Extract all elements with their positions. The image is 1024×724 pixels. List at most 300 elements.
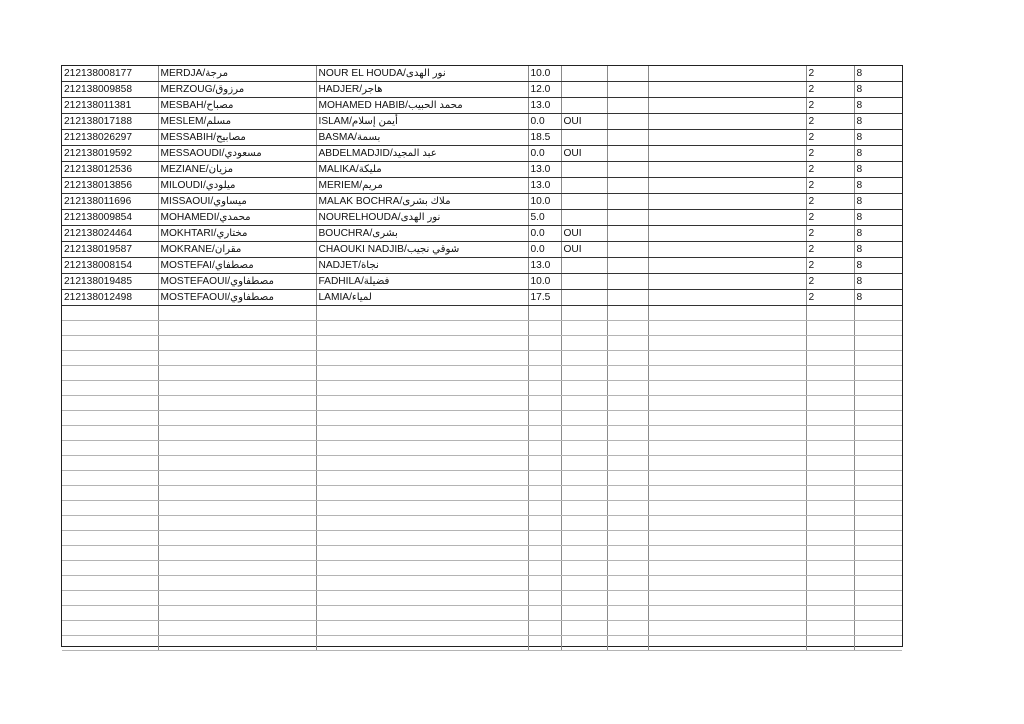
given-name-cell <box>316 621 528 636</box>
surname-cell: MESSAOUDI/مسعودي <box>158 146 316 162</box>
level-cell <box>854 351 902 366</box>
group-cell <box>806 456 854 471</box>
given-name-cell <box>316 426 528 441</box>
empty-cell-a <box>607 576 648 591</box>
student-id-cell <box>62 531 158 546</box>
grade-cell: 10.0 <box>528 66 561 82</box>
grades-table-body <box>62 66 902 651</box>
group-cell: 2 <box>806 82 854 98</box>
empty-cell-b <box>648 82 806 98</box>
group-cell: 2 <box>806 290 854 306</box>
empty-cell-a <box>607 351 648 366</box>
student-id-cell <box>62 426 158 441</box>
empty-cell-a <box>607 381 648 396</box>
grade-cell: 10.0 <box>528 274 561 290</box>
empty-cell-b <box>648 114 806 130</box>
empty-cell-b <box>648 591 806 606</box>
surname-cell <box>158 411 316 426</box>
empty-table-row <box>62 576 902 591</box>
absent-flag-cell <box>561 411 607 426</box>
surname-cell: MOKHTARI/مختاري <box>158 226 316 242</box>
given-name-cell <box>316 591 528 606</box>
surname-cell: MERZOUG/مرزوق <box>158 82 316 98</box>
grade-cell <box>528 621 561 636</box>
student-id-cell: 212138011696 <box>62 194 158 210</box>
table-row <box>62 258 902 274</box>
student-id-cell <box>62 456 158 471</box>
empty-table-row <box>62 426 902 441</box>
surname-cell: MILOUDI/ميلودي <box>158 178 316 194</box>
level-cell <box>854 306 902 321</box>
grade-cell <box>528 426 561 441</box>
empty-cell-a <box>607 591 648 606</box>
empty-cell-b <box>648 366 806 381</box>
group-cell <box>806 561 854 576</box>
empty-table-row <box>62 531 902 546</box>
table-row <box>62 146 902 162</box>
empty-cell-a <box>607 66 648 82</box>
level-cell <box>854 621 902 636</box>
level-cell: 8 <box>854 82 902 98</box>
level-cell: 8 <box>854 274 902 290</box>
level-cell: 8 <box>854 146 902 162</box>
empty-cell-b <box>648 456 806 471</box>
empty-cell-a <box>607 546 648 561</box>
given-name-cell <box>316 471 528 486</box>
absent-flag-cell <box>561 210 607 226</box>
surname-cell <box>158 561 316 576</box>
surname-cell <box>158 441 316 456</box>
grade-cell <box>528 546 561 561</box>
empty-table-row <box>62 441 902 456</box>
empty-cell-a <box>607 210 648 226</box>
given-name-cell <box>316 531 528 546</box>
empty-cell-b <box>648 576 806 591</box>
empty-cell-b <box>648 606 806 621</box>
empty-cell-a <box>607 306 648 321</box>
level-cell: 8 <box>854 114 902 130</box>
student-grade-sheet <box>61 65 903 647</box>
grade-cell <box>528 531 561 546</box>
absent-flag-cell <box>561 426 607 441</box>
absent-flag-cell <box>561 290 607 306</box>
given-name-cell <box>316 606 528 621</box>
empty-cell-a <box>607 114 648 130</box>
group-cell <box>806 621 854 636</box>
level-cell <box>854 396 902 411</box>
surname-cell: MESSABIH/مصابيح <box>158 130 316 146</box>
student-id-cell <box>62 636 158 651</box>
surname-cell <box>158 396 316 411</box>
group-cell <box>806 546 854 561</box>
table-row <box>62 226 902 242</box>
surname-cell: MESLEM/مسلم <box>158 114 316 130</box>
group-cell <box>806 336 854 351</box>
empty-cell-b <box>648 441 806 456</box>
given-name-cell <box>316 366 528 381</box>
given-name-cell <box>316 561 528 576</box>
student-id-cell <box>62 621 158 636</box>
student-id-cell <box>62 471 158 486</box>
student-id-cell: 212138008177 <box>62 66 158 82</box>
surname-cell: MISSAOUI/ميساوي <box>158 194 316 210</box>
absent-flag-cell: OUI <box>561 114 607 130</box>
grade-cell <box>528 336 561 351</box>
given-name-cell: NOUR EL HOUDA/نور الهدى <box>316 66 528 82</box>
absent-flag-cell: OUI <box>561 146 607 162</box>
level-cell: 8 <box>854 258 902 274</box>
empty-table-row <box>62 561 902 576</box>
level-cell: 8 <box>854 130 902 146</box>
student-id-cell: 212138019587 <box>62 242 158 258</box>
grade-cell <box>528 636 561 651</box>
empty-cell-b <box>648 561 806 576</box>
level-cell: 8 <box>854 66 902 82</box>
empty-cell-b <box>648 146 806 162</box>
empty-cell-b <box>648 471 806 486</box>
student-id-cell: 212138009858 <box>62 82 158 98</box>
surname-cell <box>158 606 316 621</box>
grade-cell <box>528 351 561 366</box>
student-id-cell: 212138026297 <box>62 130 158 146</box>
given-name-cell: HADJER/هاجر <box>316 82 528 98</box>
table-row <box>62 290 902 306</box>
table-row <box>62 98 902 114</box>
absent-flag-cell <box>561 531 607 546</box>
student-id-cell: 212138012536 <box>62 162 158 178</box>
empty-cell-b <box>648 351 806 366</box>
empty-cell-b <box>648 486 806 501</box>
empty-table-row <box>62 606 902 621</box>
student-id-cell: 212138024464 <box>62 226 158 242</box>
grade-cell <box>528 471 561 486</box>
empty-cell-a <box>607 130 648 146</box>
surname-cell <box>158 471 316 486</box>
empty-cell-a <box>607 426 648 441</box>
level-cell <box>854 576 902 591</box>
given-name-cell <box>316 381 528 396</box>
student-id-cell: 212138012498 <box>62 290 158 306</box>
empty-cell-b <box>648 426 806 441</box>
empty-table-row <box>62 636 902 651</box>
empty-cell-b <box>648 381 806 396</box>
given-name-cell: ISLAM/أيمن إسلام <box>316 114 528 130</box>
empty-cell-b <box>648 531 806 546</box>
absent-flag-cell <box>561 351 607 366</box>
empty-cell-a <box>607 561 648 576</box>
student-id-cell: 212138009854 <box>62 210 158 226</box>
given-name-cell <box>316 501 528 516</box>
level-cell: 8 <box>854 98 902 114</box>
group-cell <box>806 426 854 441</box>
level-cell <box>854 366 902 381</box>
level-cell <box>854 381 902 396</box>
empty-table-row <box>62 336 902 351</box>
group-cell <box>806 606 854 621</box>
surname-cell <box>158 321 316 336</box>
empty-cell-b <box>648 178 806 194</box>
empty-cell-a <box>607 606 648 621</box>
absent-flag-cell <box>561 456 607 471</box>
absent-flag-cell <box>561 98 607 114</box>
surname-cell: MEZIANE/مزيان <box>158 162 316 178</box>
empty-cell-a <box>607 162 648 178</box>
group-cell: 2 <box>806 146 854 162</box>
given-name-cell <box>316 411 528 426</box>
student-id-cell <box>62 561 158 576</box>
grade-cell: 13.0 <box>528 258 561 274</box>
surname-cell: MESBAH/مصباح <box>158 98 316 114</box>
surname-cell: MOSTEFAOUI/مصطفاوي <box>158 274 316 290</box>
absent-flag-cell <box>561 130 607 146</box>
student-id-cell <box>62 576 158 591</box>
absent-flag-cell <box>561 258 607 274</box>
empty-cell-b <box>648 501 806 516</box>
grade-cell <box>528 381 561 396</box>
empty-table-row <box>62 591 902 606</box>
level-cell: 8 <box>854 290 902 306</box>
given-name-cell: CHAOUKI NADJIB/شوقي نجيب <box>316 242 528 258</box>
absent-flag-cell <box>561 576 607 591</box>
given-name-cell: MALAK BOCHRA/ملاك بشرى <box>316 194 528 210</box>
table-row <box>62 162 902 178</box>
level-cell <box>854 336 902 351</box>
absent-flag-cell <box>561 366 607 381</box>
grade-cell: 0.0 <box>528 146 561 162</box>
absent-flag-cell <box>561 591 607 606</box>
given-name-cell <box>316 546 528 561</box>
empty-cell-a <box>607 396 648 411</box>
group-cell: 2 <box>806 274 854 290</box>
grade-cell <box>528 456 561 471</box>
level-cell: 8 <box>854 178 902 194</box>
grade-cell: 5.0 <box>528 210 561 226</box>
group-cell <box>806 576 854 591</box>
grade-cell <box>528 366 561 381</box>
empty-cell-b <box>648 621 806 636</box>
empty-cell-b <box>648 411 806 426</box>
given-name-cell <box>316 396 528 411</box>
group-cell <box>806 531 854 546</box>
surname-cell: MOHAMEDI/محمدي <box>158 210 316 226</box>
surname-cell <box>158 501 316 516</box>
level-cell <box>854 411 902 426</box>
surname-cell <box>158 516 316 531</box>
level-cell: 8 <box>854 210 902 226</box>
student-id-cell <box>62 411 158 426</box>
empty-cell-b <box>648 130 806 146</box>
student-id-cell: 212138013856 <box>62 178 158 194</box>
level-cell <box>854 321 902 336</box>
student-id-cell: 212138011381 <box>62 98 158 114</box>
student-id-cell <box>62 366 158 381</box>
given-name-cell: BASMA/بسمة <box>316 130 528 146</box>
grade-cell: 12.0 <box>528 82 561 98</box>
level-cell <box>854 516 902 531</box>
level-cell <box>854 546 902 561</box>
grade-cell: 0.0 <box>528 114 561 130</box>
empty-cell-b <box>648 194 806 210</box>
group-cell <box>806 306 854 321</box>
student-id-cell <box>62 501 158 516</box>
empty-cell-a <box>607 290 648 306</box>
empty-cell-a <box>607 471 648 486</box>
level-cell <box>854 441 902 456</box>
student-id-cell <box>62 396 158 411</box>
given-name-cell <box>316 486 528 501</box>
absent-flag-cell <box>561 486 607 501</box>
given-name-cell: FADHILA/فضيلة <box>316 274 528 290</box>
absent-flag-cell: OUI <box>561 226 607 242</box>
level-cell <box>854 456 902 471</box>
given-name-cell: MERIEM/مريم <box>316 178 528 194</box>
surname-cell <box>158 366 316 381</box>
group-cell <box>806 486 854 501</box>
absent-flag-cell <box>561 606 607 621</box>
group-cell: 2 <box>806 194 854 210</box>
level-cell <box>854 636 902 651</box>
empty-cell-a <box>607 178 648 194</box>
given-name-cell: MOHAMED HABIB/محمد الحبيب <box>316 98 528 114</box>
student-id-cell <box>62 486 158 501</box>
table-row <box>62 194 902 210</box>
empty-cell-b <box>648 290 806 306</box>
empty-cell-a <box>607 336 648 351</box>
empty-cell-a <box>607 501 648 516</box>
empty-table-row <box>62 486 902 501</box>
empty-cell-a <box>607 194 648 210</box>
given-name-cell <box>316 576 528 591</box>
empty-cell-b <box>648 274 806 290</box>
student-id-cell: 212138019592 <box>62 146 158 162</box>
empty-cell-b <box>648 321 806 336</box>
given-name-cell <box>316 351 528 366</box>
empty-cell-a <box>607 486 648 501</box>
group-cell <box>806 321 854 336</box>
surname-cell: MERDJA/مرجة <box>158 66 316 82</box>
empty-table-row <box>62 546 902 561</box>
absent-flag-cell <box>561 501 607 516</box>
empty-table-row <box>62 501 902 516</box>
empty-cell-a <box>607 531 648 546</box>
group-cell <box>806 516 854 531</box>
empty-cell-a <box>607 226 648 242</box>
empty-table-row <box>62 381 902 396</box>
absent-flag-cell <box>561 82 607 98</box>
level-cell: 8 <box>854 226 902 242</box>
group-cell <box>806 471 854 486</box>
table-row <box>62 274 902 290</box>
student-id-cell <box>62 351 158 366</box>
group-cell <box>806 441 854 456</box>
group-cell: 2 <box>806 162 854 178</box>
table-row <box>62 178 902 194</box>
surname-cell <box>158 486 316 501</box>
absent-flag-cell <box>561 274 607 290</box>
empty-table-row <box>62 456 902 471</box>
grade-cell: 0.0 <box>528 226 561 242</box>
empty-table-row <box>62 411 902 426</box>
empty-cell-b <box>648 258 806 274</box>
given-name-cell <box>316 516 528 531</box>
grade-cell <box>528 411 561 426</box>
empty-cell-a <box>607 242 648 258</box>
group-cell: 2 <box>806 258 854 274</box>
group-cell <box>806 381 854 396</box>
absent-flag-cell <box>561 336 607 351</box>
empty-cell-a <box>607 366 648 381</box>
absent-flag-cell <box>561 194 607 210</box>
student-id-cell: 212138008154 <box>62 258 158 274</box>
surname-cell: MOKRANE/مقران <box>158 242 316 258</box>
absent-flag-cell: OUI <box>561 242 607 258</box>
empty-table-row <box>62 351 902 366</box>
group-cell: 2 <box>806 242 854 258</box>
empty-cell-a <box>607 321 648 336</box>
absent-flag-cell <box>561 381 607 396</box>
level-cell <box>854 606 902 621</box>
grade-cell <box>528 486 561 501</box>
given-name-cell: BOUCHRA/بشرى <box>316 226 528 242</box>
level-cell <box>854 426 902 441</box>
empty-cell-b <box>648 336 806 351</box>
grade-cell <box>528 396 561 411</box>
student-id-cell <box>62 591 158 606</box>
table-row <box>62 210 902 226</box>
absent-flag-cell <box>561 441 607 456</box>
empty-cell-a <box>607 441 648 456</box>
empty-cell-b <box>648 162 806 178</box>
grade-cell <box>528 576 561 591</box>
empty-table-row <box>62 396 902 411</box>
grade-cell <box>528 561 561 576</box>
surname-cell <box>158 576 316 591</box>
given-name-cell <box>316 636 528 651</box>
empty-cell-a <box>607 98 648 114</box>
empty-cell-b <box>648 210 806 226</box>
empty-cell-a <box>607 411 648 426</box>
grade-cell <box>528 306 561 321</box>
grade-cell: 17.5 <box>528 290 561 306</box>
student-id-cell: 212138019485 <box>62 274 158 290</box>
given-name-cell <box>316 441 528 456</box>
grade-cell: 13.0 <box>528 178 561 194</box>
absent-flag-cell <box>561 321 607 336</box>
surname-cell: MOSTEFAOUI/مصطفاوي <box>158 290 316 306</box>
absent-flag-cell <box>561 621 607 636</box>
group-cell <box>806 351 854 366</box>
student-id-cell <box>62 381 158 396</box>
empty-cell-a <box>607 621 648 636</box>
student-id-cell <box>62 306 158 321</box>
group-cell: 2 <box>806 130 854 146</box>
surname-cell: MOSTEFAI/مصطفاي <box>158 258 316 274</box>
group-cell <box>806 636 854 651</box>
empty-cell-b <box>648 546 806 561</box>
surname-cell <box>158 546 316 561</box>
surname-cell <box>158 636 316 651</box>
surname-cell <box>158 351 316 366</box>
grade-cell <box>528 591 561 606</box>
surname-cell <box>158 621 316 636</box>
student-id-cell: 212138017188 <box>62 114 158 130</box>
empty-table-row <box>62 471 902 486</box>
surname-cell <box>158 306 316 321</box>
group-cell <box>806 501 854 516</box>
empty-table-row <box>62 321 902 336</box>
empty-cell-b <box>648 636 806 651</box>
grade-cell: 13.0 <box>528 162 561 178</box>
